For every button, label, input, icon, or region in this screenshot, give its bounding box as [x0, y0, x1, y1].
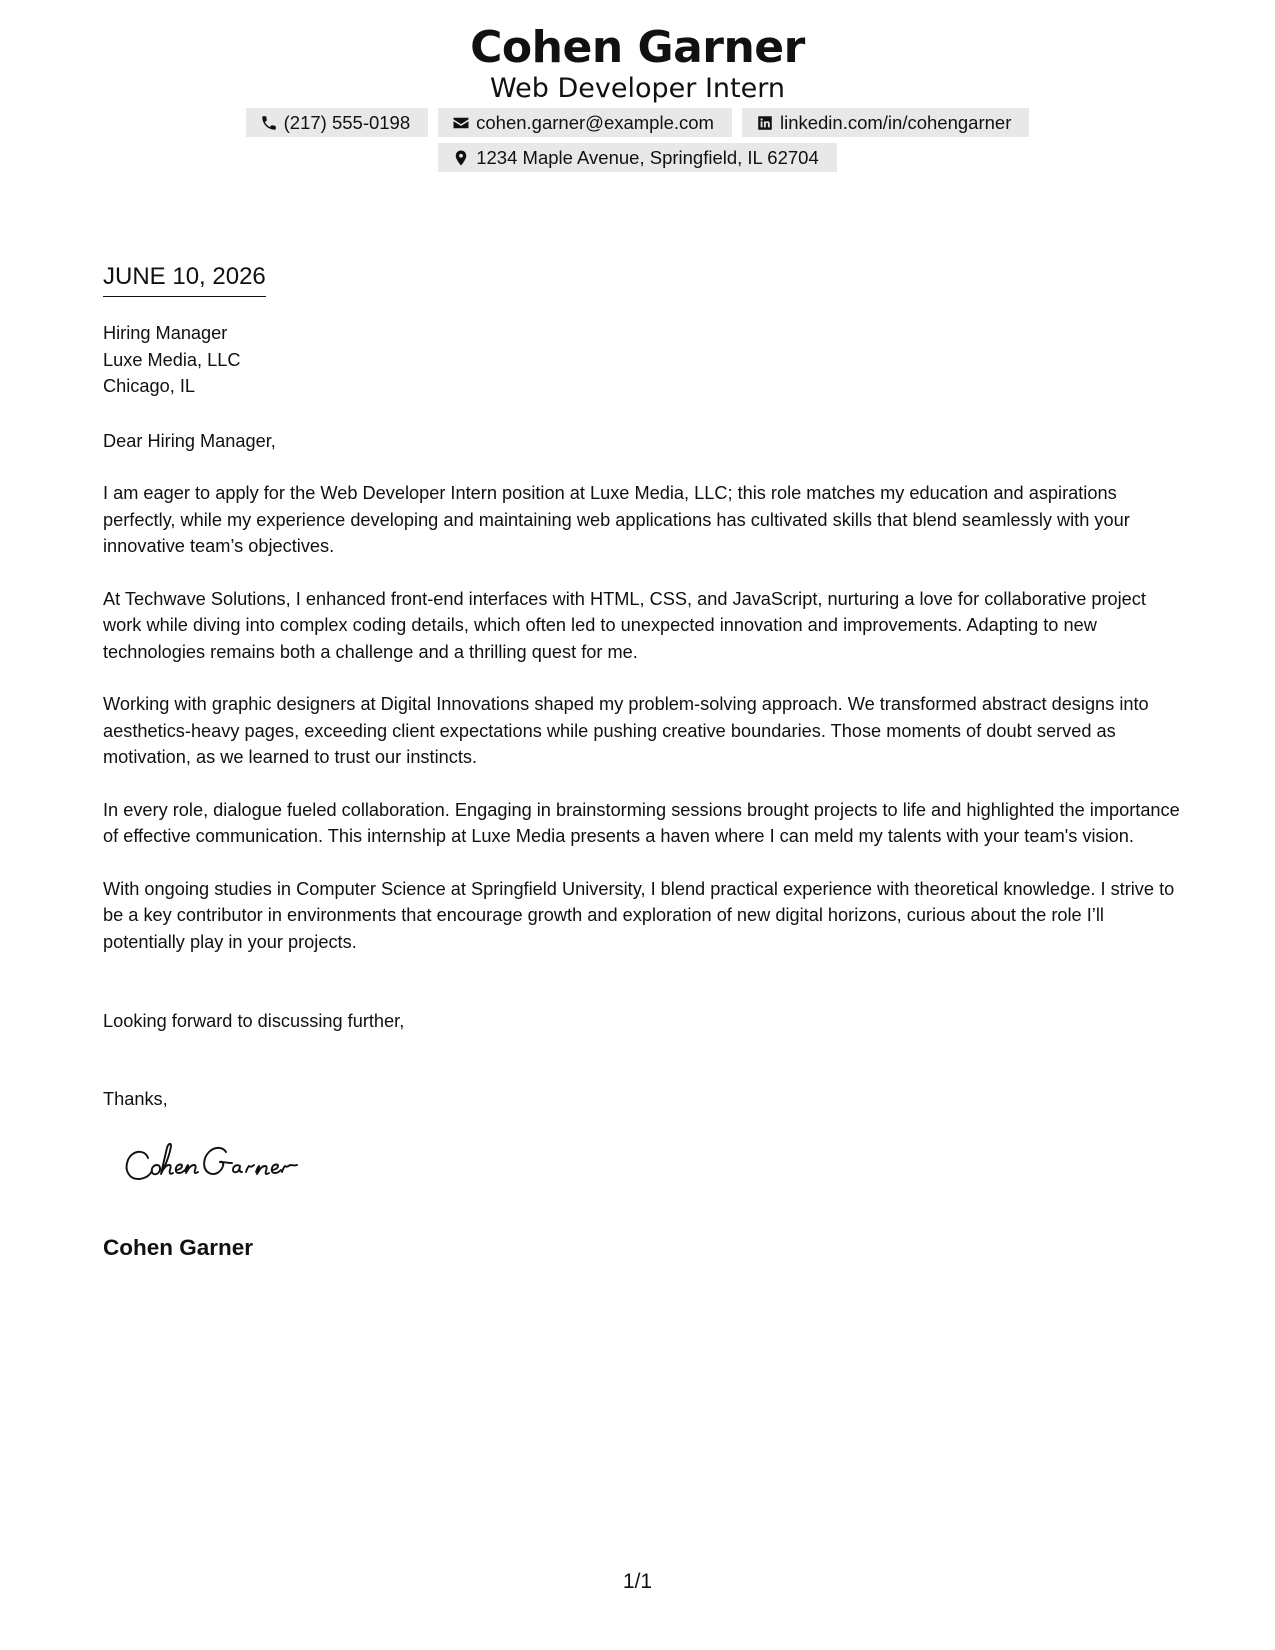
closing-line: Looking forward to discussing further,	[103, 1011, 405, 1031]
phone-text: (217) 555-0198	[283, 111, 411, 133]
envelope-icon	[451, 113, 471, 133]
body-paragraph: I am eager to apply for the Web Developer Intern position at Luxe Media, LLC; this role matches my education and aspirations perfectly, while my experience developing and maintaining web applications has cultivated skills that blend seamlessly with your innovative team’s objectives.	[103, 483, 1130, 556]
salutation: Dear Hiring Manager,	[103, 431, 276, 451]
recipient-block	[103, 320, 1183, 400]
linkedin-icon	[755, 113, 775, 133]
phone-icon	[259, 113, 279, 133]
linkedin-text: linkedin.com/in/cohengarner	[779, 111, 1012, 133]
recipient-company: Luxe Media, LLC	[103, 349, 241, 370]
body-paragraph: In every role, dialogue fueled collaboration. Engaging in brainstorming sessions brought projects to life and highlighted the importance of effective communication. This internship at Luxe Media presents a haven where I can meld my talents with your team's vision.	[103, 799, 1180, 846]
recipient-title: Hiring Manager	[103, 323, 228, 343]
address-contact[interactable]	[438, 143, 837, 172]
map-pin-icon	[451, 148, 471, 168]
recipient-location: Chicago, IL	[103, 376, 196, 396]
body-paragraph: With ongoing studies in Computer Science at Springfield University, I blend practical experience with theoretical knowledge. I strive to be a key contributor in environments that encourage growth and exploration of new digital horizons, curious about the role I’ll potentially play in your projects.	[103, 878, 1175, 952]
page-number: 1/1	[622, 1570, 653, 1593]
body-paragraph: Working with graphic designers at Digital Innovations shaped my problem-solving approach. We transformed abstract designs into aesthetics-heavy pages, exceeding client expectations while pushing creative boundaries. Those moments of doubt served as motivation, as we learned to trust our instincts.	[103, 694, 1149, 767]
letter-header	[0, 20, 1275, 172]
applicant-title: Web Developer Intern	[490, 73, 785, 104]
linkedin-contact[interactable]	[742, 108, 1029, 137]
phone-contact[interactable]	[246, 108, 429, 137]
address-text: 1234 Maple Avenue, Springfield, IL 62704	[476, 146, 819, 168]
contact-row-secondary	[0, 143, 1275, 172]
email-contact[interactable]	[438, 108, 732, 137]
contact-row-primary	[0, 108, 1275, 137]
letter-date: JUNE 10, 2026	[103, 262, 266, 297]
letter-body	[103, 480, 1183, 981]
email-text: cohen.garner@example.com	[476, 111, 714, 133]
signer-name: Cohen Garner	[103, 1235, 254, 1260]
applicant-name: Cohen Garner	[470, 22, 805, 73]
signoff: Thanks,	[103, 1089, 168, 1109]
handwritten-signature	[122, 1136, 342, 1192]
body-paragraph: At Techwave Solutions, I enhanced front-end interfaces with HTML, CSS, and JavaScript, nurturing a love for collaborative project work while diving into complex coding details, which often led to unexpected innovation and improvements. Adapting to new technologies remains both a challenge and a thrilling quest for me.	[103, 588, 1146, 662]
